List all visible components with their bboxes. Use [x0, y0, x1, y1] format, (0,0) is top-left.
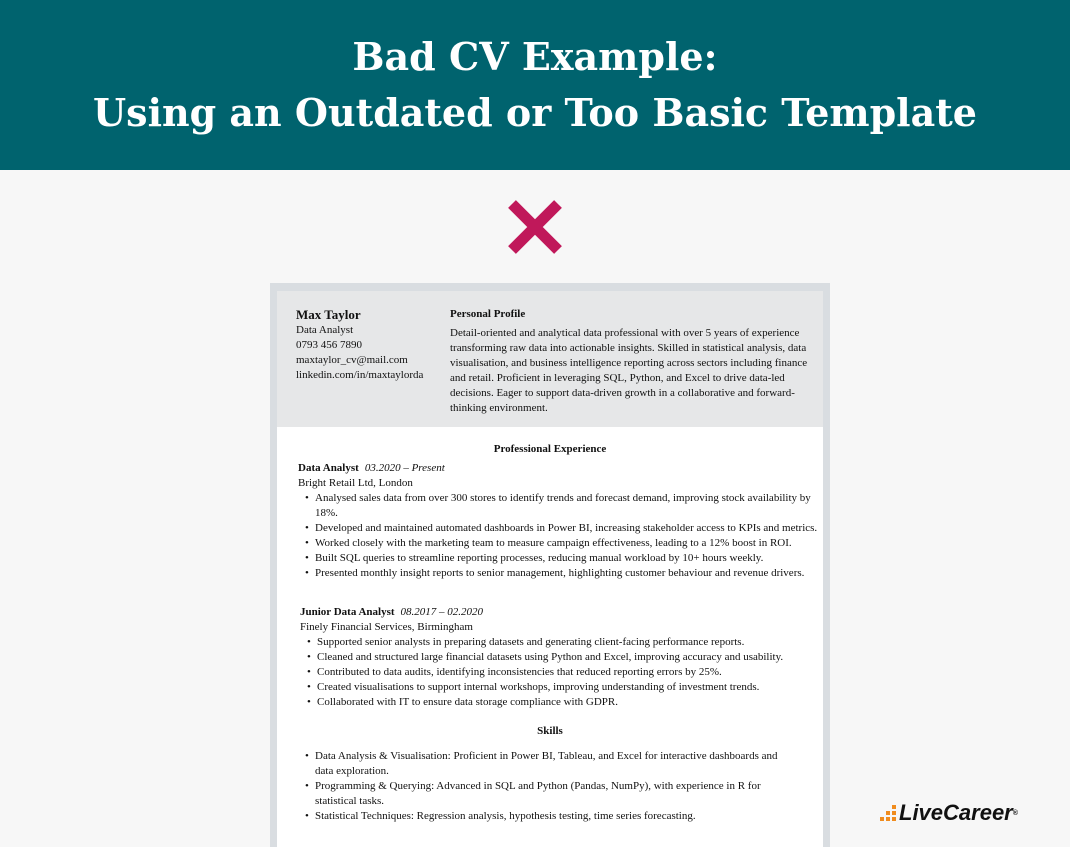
title-line-2: Using an Outdated or Too Basic Template — [93, 90, 977, 135]
job-company: Bright Retail Ltd, London — [298, 477, 413, 489]
bullet: • Analysed sales data from over 300 stores to identify trends and forecast demand, improving stock availability by 18%. — [315, 491, 818, 521]
bullet: • Supported senior analysts in preparing datasets and generating client-facing performance reports. — [317, 635, 820, 650]
experience-heading: Professional Experience — [493, 443, 607, 455]
candidate-name: Max Taylor — [296, 307, 361, 322]
skill-item: • Statistical Techniques: Regression analysis, hypothesis testing, time series forecasting. — [315, 809, 798, 824]
skill-item: • Programming & Querying: Advanced in SQL and Python (Pandas, NumPy), with experience in R for statistical tasks. — [315, 779, 798, 809]
bullet: • Developed and maintained automated dashboards in Power BI, increasing stakeholder access to KPIs and metrics. — [315, 521, 818, 536]
candidate-role: Data Analyst — [296, 324, 354, 336]
linkedin: linkedin.com/in/maxtaylorda — [296, 369, 424, 381]
profile-text: Detail-oriented and analytical data professional with over 5 years of experience transforming raw data into actionable insights. Skilled in statistical analysis, data visualisation, and business intelligence reporting across sectors including finance and retail. Proficient in leveraging SQL, Python, and Excel to drive data-led decisions. Eager to support data-driven growth in a collaborative and forward-thinking environment. — [450, 327, 808, 414]
bullet: • Created visualisations to support internal workshops, improving understanding of investment trends. — [317, 680, 820, 695]
email: maxtaylor_cv@mail.com — [296, 354, 408, 366]
bullet: • Contributed to data audits, identifying inconsistencies that reduced reporting errors by 25%. — [317, 665, 820, 680]
job-dates: 08.2017 – 02.2020 — [400, 606, 484, 618]
skill-item: • Data Analysis & Visualisation: Proficient in Power BI, Tableau, and Excel for interactive dashboards and data exploration. — [315, 749, 798, 779]
bullet: • Collaborated with IT to ensure data storage compliance with GDPR. — [317, 695, 820, 710]
phone: 0793 456 7890 — [296, 339, 362, 351]
cv-header — [277, 291, 823, 427]
skills-heading: Skills — [537, 725, 563, 737]
job-company: Finely Financial Services, Birmingham — [300, 621, 473, 633]
bullet: • Presented monthly insight reports to senior management, highlighting customer behaviour and revenue drivers. — [315, 566, 818, 581]
bullet: • Built SQL queries to streamline reporting processes, reducing manual workload by 10+ hours weekly. — [315, 551, 818, 566]
title-line-1: Bad CV Example: — [352, 34, 718, 79]
job-bullets — [300, 635, 820, 710]
cv-document — [277, 291, 823, 847]
job-bullets — [298, 491, 818, 581]
bullet: • Worked closely with the marketing team to measure campaign effectiveness, leading to a 12% boost in ROI. — [315, 536, 818, 551]
title-banner — [0, 0, 1070, 170]
profile-block — [450, 307, 815, 416]
job-title: Data Analyst — [298, 462, 359, 474]
livecareer-logo — [880, 800, 1018, 826]
job-entry — [300, 605, 820, 710]
logo-registered: ® — [1012, 809, 1018, 817]
contact-block — [296, 307, 423, 383]
job-title: Junior Data Analyst — [300, 606, 395, 618]
logo-dots-icon — [880, 805, 896, 821]
skills-list — [298, 749, 798, 824]
cv-frame — [270, 283, 830, 847]
job-entry — [298, 461, 818, 581]
job-dates: 03.2020 – Present — [364, 462, 445, 474]
logo-text: LiveCareer — [899, 800, 1013, 825]
bullet: • Cleaned and structured large financial datasets using Python and Excel, improving accuracy and usability. — [317, 650, 820, 665]
cross-icon — [506, 198, 564, 256]
profile-heading: Personal Profile — [450, 308, 526, 320]
